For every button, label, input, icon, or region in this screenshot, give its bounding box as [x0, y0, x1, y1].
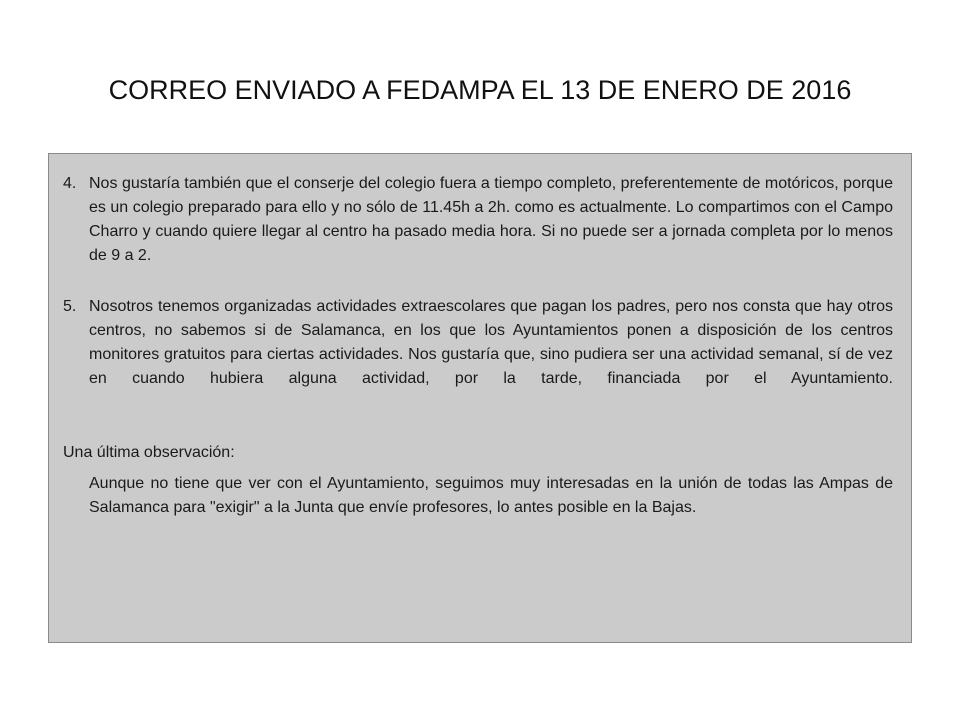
list-item-5	[63, 295, 893, 391]
list-text: Nosotros tenemos organizadas actividades extraescolares que pagan los padres, pero nos consta que hay otros centros, no sabemos si de Salamanca, en los que los Ayuntamientos ponen a disposición de los centros monitores gratuitos para ciertas actividades. Nos gustaría que, sino pudiera ser una actividad semanal, sí de vez en cuando hubiera alguna actividad, por la tarde, financiada por el Ayuntamiento.	[89, 298, 893, 387]
slide-title: CORREO ENVIADO A FEDAMPA EL 13 DE ENERO DE 2016	[108, 75, 852, 105]
content-box	[48, 153, 912, 643]
observation-text: Aunque no tiene que ver con el Ayuntamiento, seguimos muy interesadas en la unión de todas las Ampas de Salamanca para "exigir" a la Junta que envíe profesores, lo antes posible en la Bajas.	[89, 475, 893, 516]
list-number: 5.	[63, 298, 77, 315]
list-text: Nos gustaría también que el conserje del colegio fuera a tiempo completo, preferentemente de motóricos, porque es un colegio preparado para ello y no sólo de 11.45h a 2h. como es actualmente. Lo compartimos con el Campo Charro y cuando quiere llegar al centro ha pasado media hora. Si no puede ser a jornada completa por lo menos de 9 a 2.	[89, 175, 893, 264]
list-item-4	[63, 172, 893, 268]
list-number: 4.	[63, 175, 77, 192]
observation-label: Una última observación:	[63, 444, 235, 461]
